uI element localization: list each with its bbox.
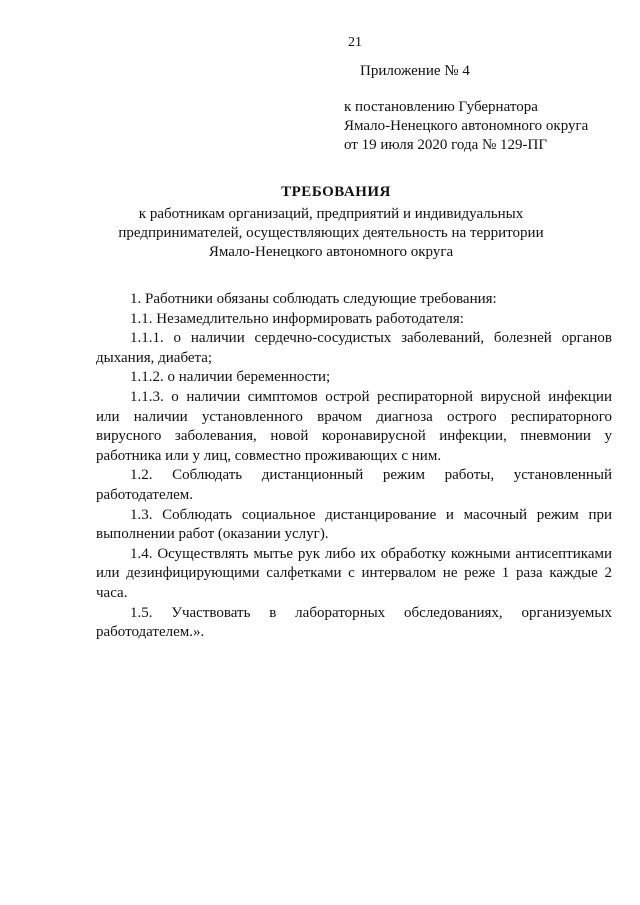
appendix-line: к постановлению Губернатора bbox=[344, 99, 538, 115]
requirement-paragraph: 1.1. Незамедлительно информировать работодателя: bbox=[130, 310, 464, 327]
requirement-paragraph: 1.3. Соблюдать социальное дистанцирование и масочный режим при выполнении работ (оказании услуг). bbox=[96, 506, 612, 543]
appendix-line: Ямало-Ненецкого автономного округа bbox=[344, 118, 589, 134]
document-title: ТРЕБОВАНИЯ bbox=[281, 184, 391, 200]
requirement-paragraph: 1.1.2. о наличии беременности; bbox=[130, 369, 331, 386]
appendix-line: от 19 июля 2020 года № 129-ПГ bbox=[344, 137, 548, 153]
requirement-paragraph: 1.5. Участвовать в лабораторных обследованиях, организуемых работодателем.». bbox=[96, 604, 612, 641]
requirement-paragraph: 1.1.1. о наличии сердечно-сосудистых заболеваний, болезней органов дыхания, диабета; bbox=[96, 330, 612, 366]
requirement-paragraph: 1.1.3. о наличии симптомов острой респираторной вирусной инфекции или наличии установленного врачом диагноза острого респираторного вирусного заболевания, новой коронавирусной инфекции, пневмонии у работника или у лиц, совместно проживающих с ним. bbox=[96, 388, 612, 464]
appendix-block bbox=[344, 62, 634, 155]
requirement-paragraph: 1. Работники обязаны соблюдать следующие требования: bbox=[130, 291, 497, 307]
requirements-body bbox=[96, 290, 612, 643]
page-number: 21 bbox=[348, 35, 362, 50]
requirement-paragraph: 1.4. Осуществлять мытье рук либо их обработку кожными антисептиками или дезинфицирующими салфетками с интервалом не реже 1 раза каждые 2 часа. bbox=[96, 545, 612, 601]
appendix-title: Приложение № 4 bbox=[360, 63, 470, 79]
document-subtitle: к работникам организаций, предприятий и индивидуальных предпринимателей, осуществляющих деятельность на территории Ямало-Ненецкого автономного округа bbox=[118, 206, 544, 260]
requirement-paragraph: 1.2. Соблюдать дистанционный режим работы, установленный работодателем. bbox=[96, 467, 612, 503]
